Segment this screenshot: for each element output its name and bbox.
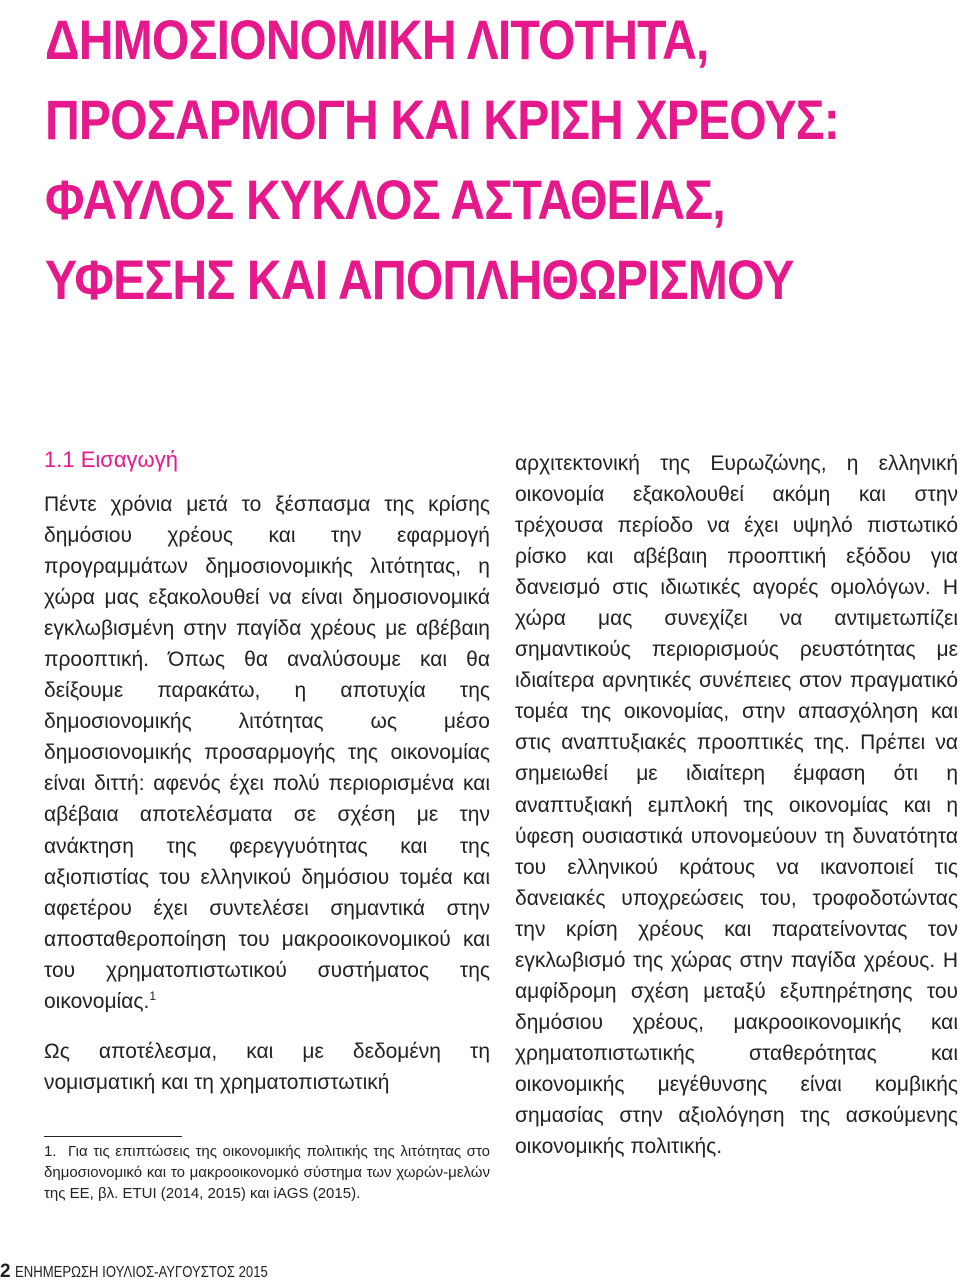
title-line-4: ΥΦΕΣΗΣ ΚΑΙ ΑΠΟΠΛΗΘΩΡΙΣΜΟΥ [45,248,794,311]
footnote-text: Για τις επιπτώσεις της οικονομικής πολιτικής της λιτότητας στο δημοσιονομικό και το μακροοικονομκό σύστημα των χωρών-μελών της ΕΕ, βλ. ETUI (2014, 2015) και iAGS (2015). [44,1143,490,1202]
title-line-3: ΦΑΥΛΟΣ ΚΥΚΛΟΣ ΑΣΤΑΘΕΙΑΣ, [45,168,725,231]
title-line-2: ΠΡΟΣΑΡΜΟΓΗ ΚΑΙ ΚΡΙΣΗ ΧΡΕΟΥΣ: [45,88,839,151]
page-number: 2 [0,1261,11,1282]
paragraph-1 [44,489,490,1017]
page-footer [0,1262,323,1282]
left-column [44,448,490,1098]
footnote-divider [44,1136,182,1137]
paragraph-3: αρχιτεκτονική της Ευρωζώνης, η ελληνική οικονομία εξακολουθεί ακόμη και στην τρέχουσα περίοδο να έχει υψηλό πιστωτικό ρίσκο και αβέβαιη προοπτική εξόδου για δανεισμό στις ιδιωτικές αγορές ομολόγων. Η χώρα μας συνεχίζει να αντιμετωπίζει σημαντικούς περιορισμούς ρευστότητας με ιδιαίτερα αρνητικές συνέπειες στον πραγματικό τομέα της οικονομίας, στην απασχόληση και στις αναπτυξιακές προοπτικές της. Πρέπει να σημειωθεί με ιδιαίτερη έμφαση ότι η αναπτυξιακή εμπλοκή της οικονομίας και η ύφεση ουσιαστικά υπονομεύουν τη δυνατότητα του ελληνικού κράτους να ικανοποιεί τις δανειακές υποχρεώσεις του, τροφοδοτώντας την κρίση χρέους και παρατείνοντας τον εγκλωβισμό της χώρας στην παγίδα χρέους. Η αμφίδρομη σχέση μεταξύ εξυπηρέτησης του δημόσιου χρέους, μακροοικονομικής και χρηματοπιστωτικής σταθερότητας και οικονομικής μεγέθυνσης είναι κομβικής σημασίας στην αξιολόγηση της ασκούμενης οικονομικής πολιτικής. [515,452,958,1159]
footnote-number: 1. [44,1143,57,1160]
title-line-1: ΔΗΜΟΣΙΟΝΟΜΙΚΗ ΛΙΤΟΤΗΤΑ, [45,8,709,71]
paragraph-1-text: Πέντε χρόνια μετά το ξέσπασμα της κρίσης δημόσιου χρέους και την εφαρμογή προγραμμάτων δημοσιονομικής λιτότητας, η χώρα μας εξακολουθεί να είναι δημοσιονομικά εγκλωβισμένη στην παγίδα χρέους με αβέβαιη προοπτική. Όπως θα αναλύσουμε και θα δείξουμε παρακάτω, η αποτυχία της δημοσιονομικής λιτότητας ως μέσο δημοσιονομικής προσαρμογής της οικονομίας είναι διττή: αφενός έχει πολύ περιορισμένα και αβέβαια αποτελέσματα σε σχέση με την ανάκτηση της φερεγγυότητας και της αξιοπιστίας του ελληνικού δημόσιου τομέα και αφετέρου έχει συντελέσει σημαντικά στην αποσταθεροποίηση του μακροοικονομικού και του χρηματοπιστωτικού συστήματος της οικονομίας. [44,493,490,1013]
footnote-ref[interactable]: 1 [149,988,156,1003]
page-title [45,0,839,320]
issue-label: ΕΝΗΜΕΡΩΣΗ ΙΟΥΛΙΟΣ-ΑΥΓΟΥΣΤΟΣ 2015 [15,1264,268,1281]
section-heading: 1.1 Εισαγωγή [44,447,178,472]
paragraph-2: Ως αποτέλεσμα, και με δεδομένη τη νομισματική και τη χρηματοπιστωτική [44,1039,490,1094]
footnote [44,1141,490,1204]
right-column [515,448,958,1162]
